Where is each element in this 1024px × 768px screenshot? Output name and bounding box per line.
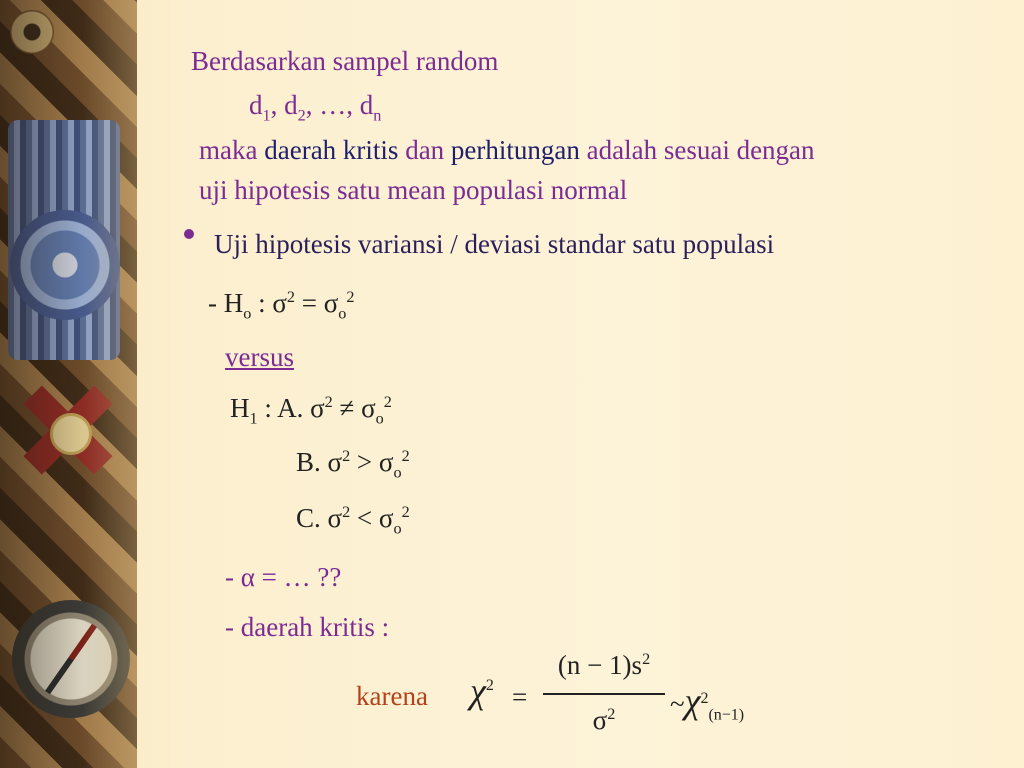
fraction-numerator xyxy=(543,650,665,681)
h0-label: - H xyxy=(208,288,244,318)
alt-hypothesis-b xyxy=(296,447,410,482)
numerator-text: (n − 1)s xyxy=(557,650,643,680)
numerator-sup: 2 xyxy=(642,650,651,668)
h0-sigma-sup: 2 xyxy=(286,288,295,306)
bullet-icon xyxy=(184,229,194,239)
sample-d1: d xyxy=(249,90,263,120)
chi-sup: 2 xyxy=(485,677,494,694)
alt-hypothesis-a xyxy=(230,393,392,428)
h1-b-lhs-sup: 2 xyxy=(342,447,351,465)
h0-rhs-sup: 2 xyxy=(346,288,355,306)
karena-text: karena xyxy=(356,681,428,711)
h1-c-lhs-sup: 2 xyxy=(342,503,351,521)
intro-line-3 xyxy=(199,137,815,164)
bullet-heading xyxy=(214,231,774,258)
h1-label-sub: 1 xyxy=(249,409,258,428)
sample-d2: , d xyxy=(270,90,298,120)
h1-label: H xyxy=(230,393,250,423)
chi-dist-symbol: χ xyxy=(684,681,701,721)
null-hypothesis xyxy=(208,288,355,323)
denominator-sup: 2 xyxy=(607,705,616,723)
h1-a-lhs: : A. σ xyxy=(257,393,325,423)
intro-l3-perhitungan: perhitungan xyxy=(450,135,580,165)
chi-symbol: χ xyxy=(470,671,486,711)
h1-c-rhs-sup: 2 xyxy=(401,503,410,521)
h1-c-rhs: < σ xyxy=(350,503,394,533)
bullet-heading-text: Uji hipotesis variansi / deviasi standar satu populasi xyxy=(214,229,775,259)
chi-square-fraction xyxy=(543,650,665,746)
h1-b-rhs-sub: o xyxy=(393,463,402,482)
sample-dn: , …, d xyxy=(305,90,374,120)
h1-a-rhs-sup: 2 xyxy=(383,393,392,411)
karena-label xyxy=(356,683,428,710)
h1-b-rhs: > σ xyxy=(350,447,394,477)
decorative-medal-strip xyxy=(0,0,137,768)
critical-region-line xyxy=(225,614,389,641)
h1-a-lhs-sup: 2 xyxy=(324,393,333,411)
h0-sub: o xyxy=(243,304,252,323)
denominator-text: σ xyxy=(592,705,608,735)
h0-sigma: : σ xyxy=(251,288,287,318)
sample-dn-sub: n xyxy=(373,106,382,125)
sample-d2-sub: 2 xyxy=(297,106,306,125)
distributed-as xyxy=(670,681,745,724)
alt-hypothesis-c xyxy=(296,503,410,538)
versus-label xyxy=(225,344,294,371)
intro-line-4 xyxy=(199,177,627,204)
sample-list xyxy=(249,90,382,125)
versus-text: versus xyxy=(225,342,294,372)
intro-line-4-text: uji hipotesis satu mean populasi normal xyxy=(199,175,628,205)
h1-a-rhs: ≠ σ xyxy=(332,393,376,423)
sample-d1-sub: 1 xyxy=(262,106,271,125)
tilde-text: ~ xyxy=(670,689,685,719)
h0-rhs: = σ xyxy=(295,288,339,318)
chi-dist-sub: (n−1) xyxy=(708,706,745,724)
h1-c-rhs-sub: o xyxy=(393,519,402,538)
intro-line-1 xyxy=(191,48,498,75)
critical-region-text: - daerah kritis : xyxy=(225,612,390,642)
equals-sign xyxy=(512,684,527,711)
h0-rhs-sub: o xyxy=(338,304,347,323)
chi-dist-sup: 2 xyxy=(700,690,709,707)
intro-l3-rest: adalah sesuai dengan xyxy=(579,135,815,165)
intro-l3-maka: maka xyxy=(199,135,265,165)
h1-c-lhs: C. σ xyxy=(296,503,343,533)
h1-a-rhs-sub: o xyxy=(375,409,384,428)
fraction-denominator xyxy=(543,705,665,736)
h1-b-lhs: B. σ xyxy=(296,447,343,477)
intro-l3-daerah-kritis: daerah kritis xyxy=(264,135,399,165)
intro-l3-dan: dan xyxy=(398,135,451,165)
strip-shading xyxy=(0,0,137,768)
equals-text: = xyxy=(512,682,528,712)
alpha-text: - α = … ?? xyxy=(225,562,342,592)
chi-square-symbol xyxy=(470,673,494,709)
fraction-bar xyxy=(543,693,665,695)
h1-b-rhs-sup: 2 xyxy=(401,447,410,465)
intro-line-1-text: Berdasarkan sampel random xyxy=(191,46,499,76)
alpha-line xyxy=(225,564,341,591)
